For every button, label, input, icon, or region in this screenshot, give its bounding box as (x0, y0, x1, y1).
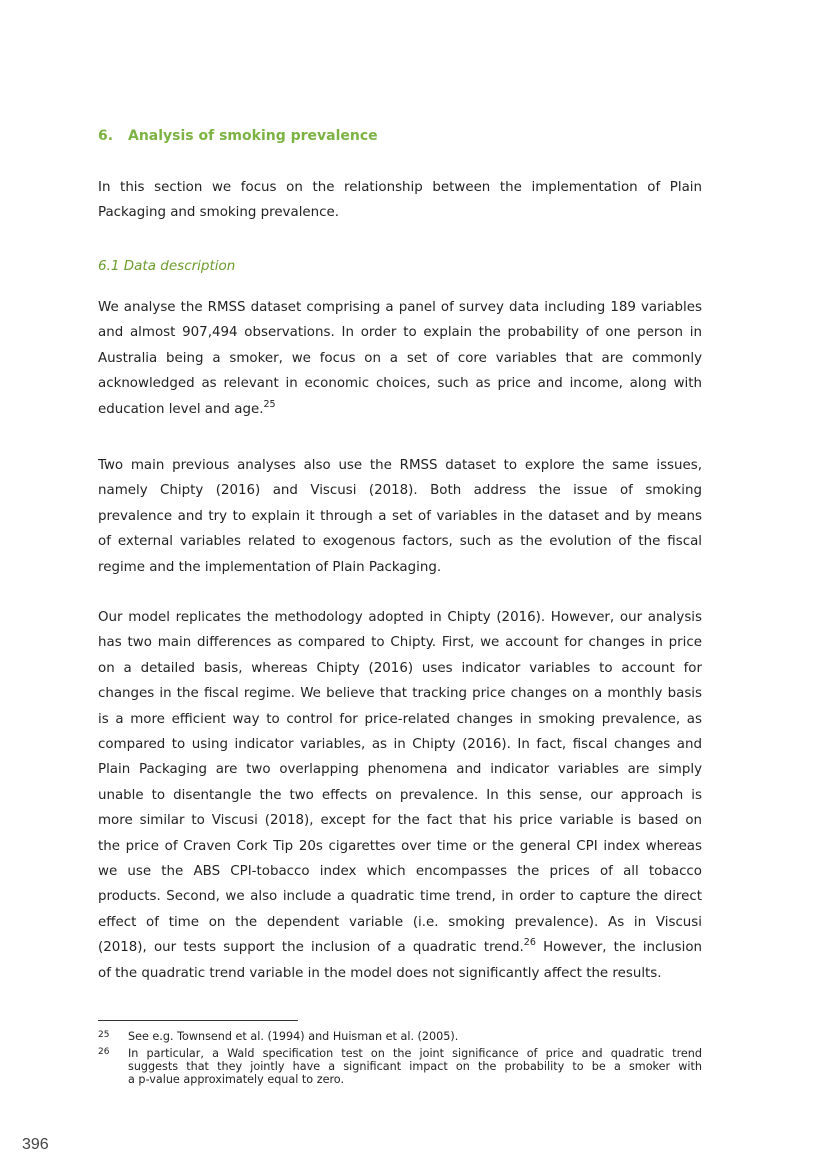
paragraph-data-description (98, 295, 702, 422)
footnote-text (128, 1047, 702, 1087)
footnote-mark: 25 (98, 1030, 110, 1040)
text-fragment: education level and age. (98, 401, 264, 417)
text-line (98, 935, 702, 960)
text-line: In particular, a Wald specification test on the joint significance of price and quadratic trend (128, 1047, 702, 1060)
text-line: of the quadratic trend variable in the model does not significantly affect the results. (98, 965, 662, 981)
text-line: prevalence and try to explain it through a set of variables in the dataset and by means (98, 508, 702, 524)
text-line: Two main previous analyses also use the RMSS dataset to explore the same issues, (98, 458, 702, 473)
intro-paragraph (98, 175, 702, 226)
text-line: regime and the implementation of Plain Packaging. (98, 559, 442, 575)
text-line: changes in the fiscal regime. We believe that tracking price changes on a monthly basis (98, 686, 702, 702)
text-line: Packaging and smoking prevalence. (98, 205, 339, 221)
paragraph-model (98, 605, 702, 986)
footnote-reference: 26 (523, 937, 536, 949)
text-line: In this section we focus on the relationship between the implementation of Plain (98, 180, 702, 195)
text-line: is a more efficient way to control for price-related changes in smoking prevalence, as (98, 711, 702, 727)
text-line: on a detailed basis, whereas Chipty (2016) uses indicator variables to account for (98, 660, 702, 676)
text-line: compared to using indicator variables, as in Chipty (2016). In fact, fiscal changes and (98, 737, 702, 753)
text-line: Australia being a smoker, we focus on a set of core variables that are commonly (98, 350, 702, 366)
text-line: See e.g. Townsend et al. (1994) and Huisman et al. (2005). (128, 1030, 459, 1043)
text-line: We analyse the RMSS dataset comprising a panel of survey data including 189 variables (98, 300, 702, 315)
text-line: Our model replicates the methodology adopted in Chipty (2016). However, our analysis (98, 610, 702, 625)
text-line (98, 397, 702, 422)
section-number: 6. (98, 128, 114, 144)
text-line: acknowledged as relevant in economic choices, such as price and income, along with (98, 376, 702, 392)
text-fragment: (2018), our tests support the inclusion of a quadratic trend. (98, 940, 524, 956)
footnote-text (128, 1030, 702, 1043)
text-line: we use the ABS CPI-tobacco index which encompasses the prices of all tobacco (98, 864, 702, 880)
text-line: suggests that they jointly have a significant impact on the probability to be a smoker with (128, 1060, 702, 1074)
page-number: 396 (22, 1136, 49, 1153)
text-line: Plain Packaging are two overlapping phenomena and indicator variables are simply (98, 762, 702, 778)
text-line: and almost 907,494 observations. In order to explain the probability of one person in (98, 325, 702, 341)
text-line: unable to disentangle the two effects on prevalence. In this sense, our approach is (98, 787, 702, 803)
footnote-divider (98, 1020, 298, 1021)
text-line: more similar to Viscusi (2018), except for the fact that his price variable is based on (98, 813, 702, 829)
text-line: namely Chipty (2016) and Viscusi (2018). Both address the issue of smoking (98, 483, 702, 499)
footnote-mark: 26 (98, 1047, 110, 1057)
footnote-reference: 25 (263, 398, 276, 410)
paragraph-previous-analyses (98, 453, 702, 580)
text-line: a p-value approximately equal to zero. (128, 1073, 345, 1087)
text-line: effect of time on the dependent variable (i.e. smoking prevalence). As in Viscusi (98, 914, 702, 930)
text-line: the price of Craven Cork Tip 20s cigarettes over time or the general CPI index whereas (98, 838, 702, 854)
text-line: has two main differences as compared to Chipty. First, we account for changes in price (98, 635, 702, 651)
subsection-heading: 6.1 Data description (98, 258, 236, 274)
text-line: of external variables related to exogenous factors, such as the evolution of the fiscal (98, 534, 702, 550)
section-heading (98, 128, 378, 144)
text-line: products. Second, we also include a quadratic time trend, in order to capture the direct (98, 889, 702, 905)
section-title: Analysis of smoking prevalence (128, 128, 378, 144)
text-fragment: However, the inclusion (535, 940, 702, 956)
